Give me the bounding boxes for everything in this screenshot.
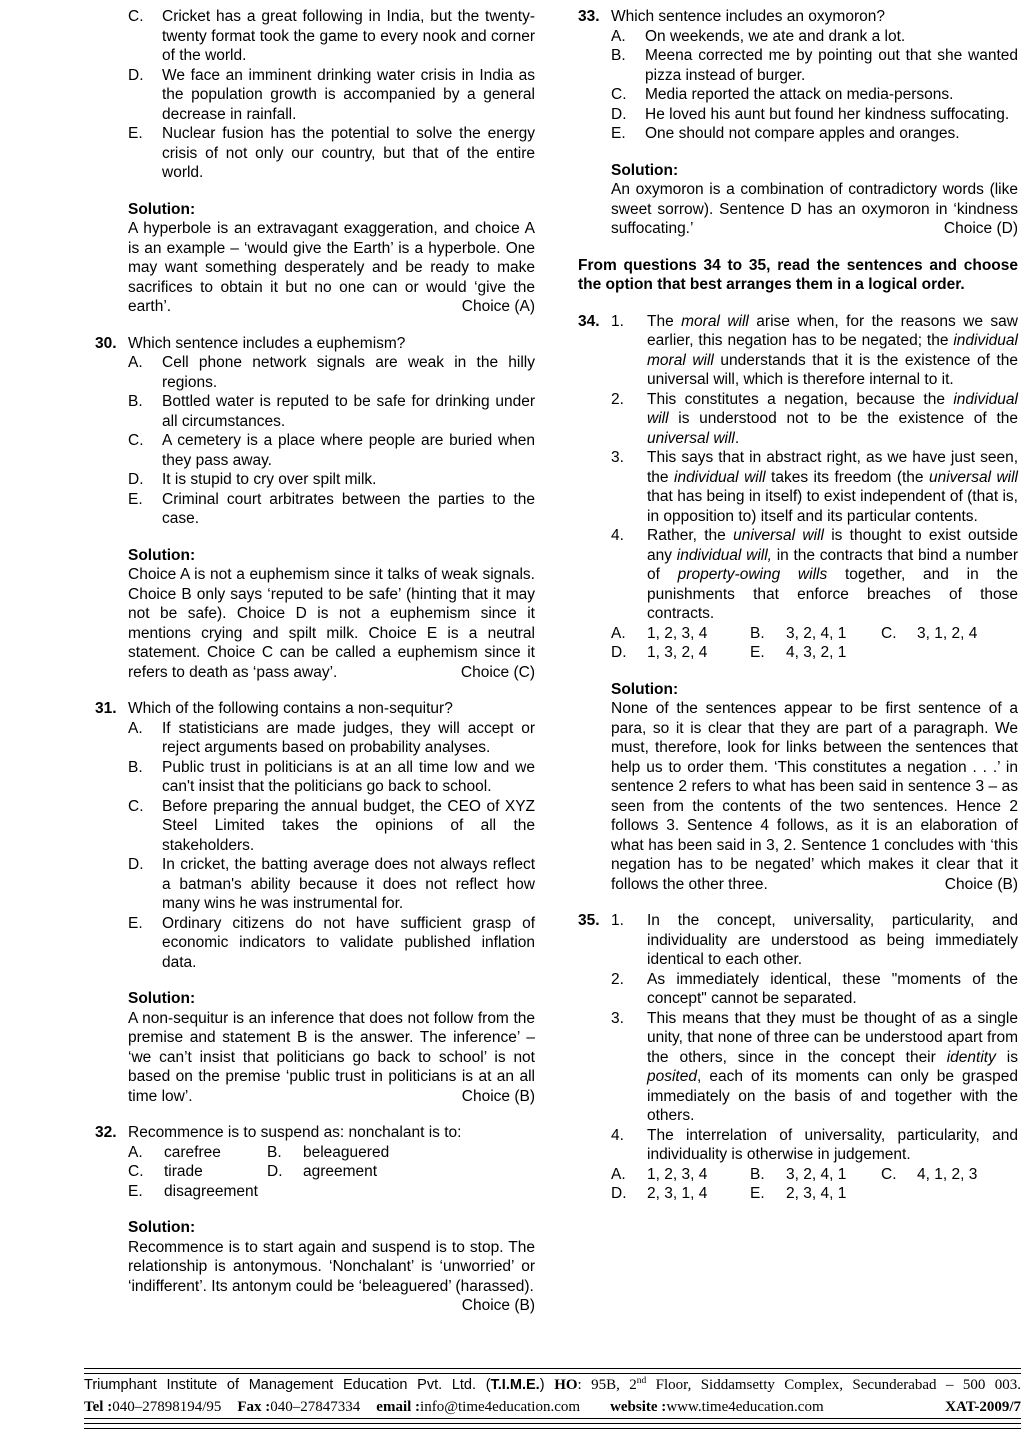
question-number: 35. [578, 912, 600, 929]
option-text: Public trust in politicians is at an all time low and we can't insist that the politicians go back to school. [162, 758, 535, 795]
statement-number: 1. [611, 912, 624, 929]
answer-value: 3, 2, 4, 1 [786, 624, 847, 642]
solution-31 [95, 989, 535, 1106]
answer-option [611, 1184, 750, 1204]
answer-option [128, 1182, 258, 1202]
statement-text: In the concept, universality, particularity, and individuality are understood as being immediately identical to each other. [647, 912, 1018, 968]
solution-32 [95, 1218, 535, 1314]
solution-text: Recommence is to start again and suspend is to stop. The relationship is antonymous. ‘Nonchalant’ is ‘unworried’ or ‘indifferent’. Its antonym could be ‘beleaguered’ (harassed). Choice (B) [128, 1238, 535, 1314]
question-34 [578, 312, 1018, 663]
answer-option [881, 1165, 977, 1185]
footer-brand: T.I.M.E. [490, 1377, 540, 1393]
choice-answer: Choice (B) [944, 875, 1018, 893]
footer-address: Floor, Siddamsetty Complex, Secunderabad – 500 003. [646, 1377, 1021, 1393]
option-letter: C. [128, 797, 144, 815]
answer-value: 2, 3, 1, 4 [647, 1185, 708, 1202]
answer-option [881, 624, 977, 644]
question-number: 34. [578, 312, 600, 330]
answer-option [611, 1165, 750, 1185]
answer-value: 4, 3, 2, 1 [786, 644, 847, 661]
statement-text: Rather, the universal will is thought to exist outside any individual will, in the contracts that bind a number of property-owing wills together, and in the punishments that enforce breaches of those contracts. [647, 527, 1018, 622]
answer-value: carefree [164, 1143, 221, 1161]
option-text: Cricket has a great following in India, but the twenty-twenty format took the game to every nook and corner of the world. [162, 8, 535, 64]
footer-website-label: website : [610, 1399, 667, 1415]
answer-row [611, 1184, 1018, 1204]
statement-number: 1. [611, 312, 624, 330]
footer-ho-label: HO [554, 1377, 578, 1393]
answer-value: 3, 2, 4, 1 [786, 1165, 847, 1183]
answer-row [611, 624, 1018, 644]
answer-letter: A. [611, 624, 626, 642]
option-text: Nuclear fusion has the potential to solve the energy crisis of not only our country, but that of the entire world. [162, 125, 535, 181]
answer-option [267, 1143, 389, 1163]
option-item [128, 66, 535, 125]
answer-letter: D. [267, 1163, 283, 1180]
option-item [128, 431, 535, 470]
option-item [128, 914, 535, 973]
answer-letter: E. [750, 644, 765, 661]
option-item [611, 85, 1018, 105]
option-text: On weekends, we ate and drank a lot. [645, 27, 906, 45]
option-letter: E. [611, 125, 626, 142]
answer-option [750, 1184, 846, 1204]
option-letter: E. [128, 914, 143, 932]
option-letter: B. [128, 758, 143, 776]
footer-address: : 95B, 2 [577, 1377, 637, 1393]
option-item [128, 490, 535, 529]
question-text: Which sentence includes a euphemism? [128, 334, 406, 352]
footer-website-value: www.time4education.com [666, 1399, 824, 1415]
option-item [128, 392, 535, 431]
option-item [611, 27, 1018, 47]
question-number: 33. [578, 8, 600, 25]
solution-text: None of the sentences appear to be first sentence of a para, so it is clear that they are part of a paragraph. We must, therefore, look for links between the sentences that help us to order them. ‘This constitutes a negation . . .’ in sentence 2 refers to what has been said in sentence 3 – as seen from the contents of the two sentences. Hence 2 follows 3. Sentence 4 follows, as it is an elaboration of what has been said in 3, 2. Sentence 1 concludes with ‘this negation has to be negated’ which makes it clear that it follows the other three. Choice (B) [611, 700, 1018, 893]
option-item [128, 855, 535, 914]
choice-answer: Choice (B) [461, 1297, 535, 1314]
statement-text: This constitutes a negation, because the individual will is understood not to be the existence of the universal will. [647, 390, 1018, 447]
option-text: Criminal court arbitrates between the parties to the case. [162, 490, 535, 527]
answer-value: 2, 3, 4, 1 [786, 1185, 847, 1202]
statement-number: 4. [611, 1126, 624, 1144]
solution-label: Solution: [611, 161, 679, 179]
question-text: Recommence is to suspend as: nonchalant is to: [128, 1124, 462, 1141]
statement-number: 3. [611, 1009, 624, 1027]
answer-letter: C. [128, 1163, 144, 1180]
footer-institute-name: Triumphant Institute of Management Education Pvt. Ltd. ( [84, 1377, 491, 1393]
answer-value: disagreement [164, 1182, 258, 1200]
statement-item [611, 526, 1018, 624]
option-letter: D. [128, 856, 144, 873]
footer-tel-label: Tel : [84, 1399, 113, 1415]
answer-row [128, 1162, 535, 1182]
question-number: 30. [95, 334, 117, 352]
answer-option [750, 643, 846, 663]
answer-letter: E. [750, 1185, 765, 1202]
answer-value: 3, 1, 2, 4 [917, 624, 978, 642]
option-letter: A. [611, 27, 626, 45]
left-column [95, 7, 535, 1316]
option-letter: E. [128, 490, 143, 508]
footer-page-code: XAT-2009/7 [945, 1399, 1021, 1415]
question-number: 31. [95, 700, 117, 717]
question-29-options-continuation [95, 7, 535, 183]
statement-text: The moral will arise when, for the reasons we saw earlier, this negation has to be negated; the individual moral will understands that it is the existence of the universal will, which is therefore internal to it. [647, 312, 1019, 388]
answer-row [128, 1182, 535, 1202]
solution-text: A hyperbole is an extravagant exaggeration, and choice A is an example – ‘would give the Earth’ is a hyperbole. One may want something desperately and be ready to make sacrifices to obtain it but no one can or would ‘give the earth’. Choice (A) [128, 220, 535, 315]
option-text: Media reported the attack on media-persons. [645, 86, 954, 103]
instruction-34-35: From questions 34 to 35, read the sentences and choose the option that best arranges them in a logical order. [578, 256, 1018, 293]
answer-value: agreement [303, 1163, 378, 1180]
statement-item [611, 390, 1018, 449]
answer-option [750, 1165, 881, 1185]
answer-row [611, 1165, 1018, 1185]
answer-value: 1, 2, 3, 4 [647, 624, 708, 642]
answer-row [128, 1143, 535, 1163]
choice-answer: Choice (C) [460, 663, 535, 681]
option-letter: A. [128, 719, 143, 737]
option-item [128, 353, 535, 392]
footer-fax-value: 040–27847334 [270, 1399, 361, 1415]
answer-option [267, 1162, 377, 1182]
answer-value: tirade [164, 1163, 203, 1180]
statement-text: The interrelation of universality, particularity, and individuality is otherwise in judgement. [647, 1126, 1018, 1163]
solution-label: Solution: [128, 1219, 196, 1236]
option-item [611, 105, 1018, 125]
statement-number: 4. [611, 527, 624, 544]
option-letter: A. [128, 354, 143, 371]
solution-label: Solution: [611, 680, 679, 698]
option-text: It is stupid to cry over spilt milk. [162, 471, 377, 488]
answer-letter: C. [881, 1165, 897, 1183]
statement-item [611, 1126, 1018, 1165]
option-text: We face an imminent drinking water crisis in India as the population growth is accompanied by a general decrease in rainfall. [162, 66, 535, 123]
answer-letter: C. [881, 624, 897, 642]
statement-item [611, 970, 1018, 1009]
choice-answer: Choice (D) [943, 220, 1018, 237]
statement-text: This means that they must be thought of as a single unity, that none of three can be understood apart from the others, since in the concept their identity is posited, each of its moments can only be grasped immediately on the basis of and together with the others. [647, 1009, 1018, 1124]
statement-text: As immediately identical, these "moments of the concept" cannot be separated. [647, 970, 1018, 1007]
question-33 [578, 7, 1018, 144]
statement-item [611, 911, 1018, 970]
option-letter: C. [128, 8, 144, 25]
question-30 [95, 334, 535, 529]
statement-number: 3. [611, 449, 624, 466]
option-item [128, 7, 535, 66]
footer-email-label: email : [376, 1399, 421, 1415]
right-column [578, 7, 1018, 1316]
footer-institute-name: ) [539, 1377, 555, 1393]
solution-text: Choice A is not a euphemism since it talks of weak signals. Choice B only says ‘reputed to be safe’ (hinting that it may not be safe). Choice D is not a euphemism since it mentions crying and spilt milk. Choice E is a neutral statement. Choice C can be called a euphemism since it refers to death as ‘pass away’. Choice (C) [128, 566, 535, 681]
option-text: Before preparing the annual budget, the CEO of XYZ Steel Limited takes the opinions of all the stakeholders. [162, 797, 535, 854]
choice-answer: Choice (B) [461, 1087, 535, 1105]
answer-letter: B. [750, 1165, 765, 1183]
option-item [611, 46, 1018, 85]
answer-letter: A. [611, 1165, 626, 1183]
option-text: Meena corrected me by pointing out that she wanted pizza instead of burger. [645, 47, 1018, 84]
statement-item [611, 1009, 1018, 1126]
answer-row [611, 643, 1018, 663]
question-text: Which of the following contains a non-sequitur? [128, 700, 453, 717]
solution-text: A non-sequitur is an inference that does not follow from the premise and statement B is the answer. The inference’ – ‘we can’t insist that politicians go back to school’ is not based on the premise ‘public trust in politicians is at an all time low’. Choice (B) [128, 1009, 535, 1105]
question-text: Which sentence includes an oxymoron? [611, 8, 885, 25]
option-item [128, 797, 535, 856]
option-item [128, 758, 535, 797]
statement-text: This says that in abstract right, as we have just seen, the individual will takes its freedom (the universal will that has being in itself) to exist independent of (that is, in opposition to) itself and its particular contents. [647, 449, 1018, 525]
answer-letter: B. [267, 1143, 282, 1161]
footer-email-value: info@time4education.com [420, 1399, 581, 1415]
solution-29 [95, 200, 535, 317]
option-letter: D. [128, 66, 144, 84]
page-footer [84, 1368, 1021, 1431]
option-item [128, 719, 535, 758]
answer-value: 1, 3, 2, 4 [647, 644, 708, 661]
option-letter: D. [611, 105, 627, 123]
solution-label: Solution: [128, 546, 196, 564]
option-letter: C. [128, 432, 144, 449]
option-text: Ordinary citizens do not have sufficient grasp of economic indicators to validate published inflation data. [162, 914, 535, 971]
solution-text: An oxymoron is a combination of contradictory words (like sweet sorrow). Sentence D has an oxymoron in ‘kindness suffocating.’ Choice (D) [611, 181, 1018, 237]
question-35 [578, 911, 1018, 1204]
statement-number: 2. [611, 970, 624, 988]
choice-answer: Choice (A) [461, 298, 535, 315]
option-item [128, 470, 535, 490]
footer-address-ordinal: nd [636, 1376, 647, 1386]
answer-option [128, 1143, 267, 1163]
option-item [128, 124, 535, 183]
answer-letter: A. [128, 1143, 143, 1161]
solution-34 [578, 680, 1018, 895]
question-number: 32. [95, 1124, 117, 1141]
option-letter: C. [611, 86, 627, 103]
footer-institute-line [84, 1374, 1021, 1396]
option-text: In cricket, the batting average does not always reflect a batman's ability because it does not reflect how many wins he was instrumental for. [162, 856, 535, 912]
statement-item [611, 312, 1018, 390]
option-text: A cemetery is a place where people are buried when they pass away. [162, 432, 535, 469]
option-letter: B. [611, 47, 626, 64]
footer-rule-bottom [84, 1418, 1021, 1424]
solution-33 [578, 161, 1018, 239]
footer-tel-value: 040–27898194/95 [112, 1399, 222, 1415]
option-text: He loved his aunt but found her kindness suffocating. [645, 105, 1010, 123]
statement-number: 2. [611, 390, 624, 408]
answer-option [611, 643, 750, 663]
option-letter: D. [128, 471, 144, 488]
footer-contact-line [84, 1396, 1021, 1418]
answer-letter: D. [611, 1185, 627, 1202]
solution-label: Solution: [128, 200, 196, 218]
option-text: If statisticians are made judges, they will accept or reject arguments based on probability analyses. [162, 719, 535, 756]
answer-option [128, 1162, 267, 1182]
option-text: Cell phone network signals are weak in the hilly regions. [162, 354, 535, 391]
answer-value: 1, 2, 3, 4 [647, 1165, 708, 1183]
answer-letter: D. [611, 644, 627, 661]
solution-label: Solution: [128, 990, 196, 1007]
answer-option [750, 624, 881, 644]
answer-value: 4, 1, 2, 3 [917, 1165, 978, 1183]
option-text: One should not compare apples and oranges. [645, 125, 960, 142]
statement-item [611, 448, 1018, 526]
answer-value: beleaguered [303, 1143, 390, 1161]
option-text: Bottled water is reputed to be safe for drinking under all circumstances. [162, 393, 535, 430]
option-letter: E. [128, 125, 143, 142]
solution-30 [95, 546, 535, 683]
question-32 [95, 1123, 535, 1201]
option-item [611, 124, 1018, 144]
option-letter: B. [128, 393, 143, 410]
answer-letter: B. [750, 624, 765, 642]
question-31 [95, 699, 535, 972]
footer-fax-label: Fax : [237, 1399, 271, 1415]
answer-option [611, 624, 750, 644]
answer-letter: E. [128, 1182, 143, 1200]
